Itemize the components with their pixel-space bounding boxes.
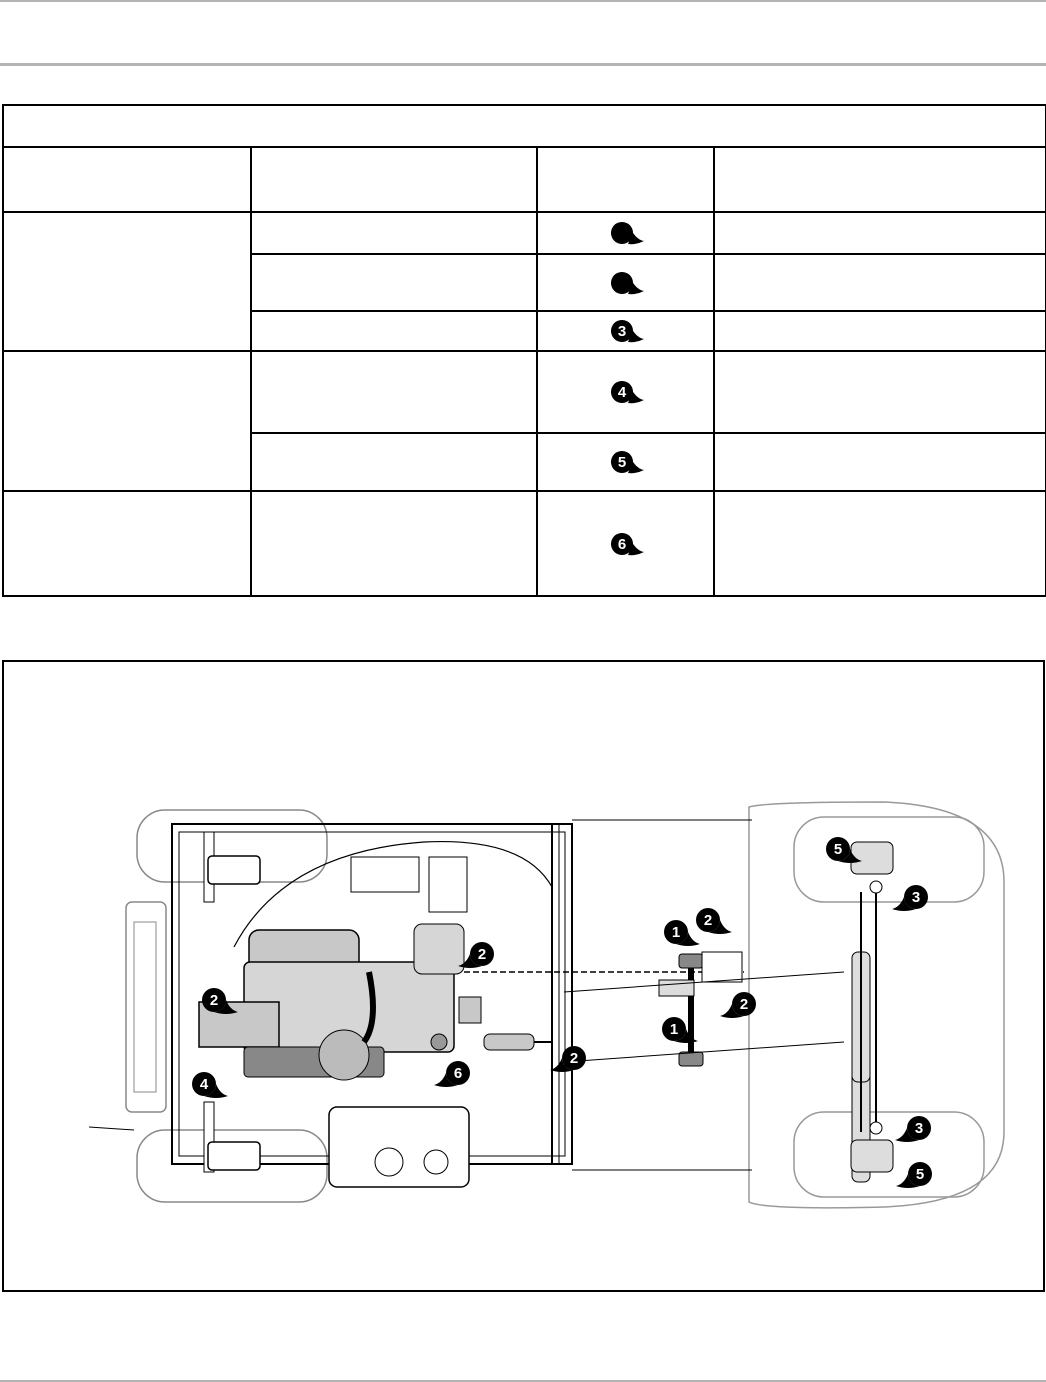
note-cell [714,491,1046,596]
item-cell [251,254,537,311]
lube-drop-icon [608,449,644,475]
item-cell [251,351,537,432]
diagram-callout-3 [696,908,732,934]
header-col-2 [251,147,537,211]
diagram-callout-10 [192,1072,228,1098]
diagram-callout-4 [664,920,700,946]
callout-number: 5 [617,454,626,472]
table-row [3,212,1046,254]
callout-number: 2 [569,1050,579,1067]
note-cell [714,311,1046,351]
battery-box [351,857,419,892]
note-cell [714,254,1046,311]
callout-cell [537,212,714,254]
callout-number: 2 [739,996,749,1013]
callout-cell [537,491,714,596]
front-left-hub [851,842,893,874]
callout-number: 6 [617,535,626,553]
chassis-diagram-frame [2,660,1045,1292]
diagram-callout-8 [550,1046,586,1072]
diagram-callout-2 [892,885,928,911]
item-cell [251,491,537,596]
chassis-lubrication-diagram [4,662,1043,1290]
callout-cell [537,254,714,311]
lube-drop-icon [608,318,644,344]
header-rule [0,63,1046,66]
callout-number: 5 [833,841,843,858]
callout-number: 2 [477,946,487,963]
front-right-hub [851,1140,893,1172]
header-col-4 [714,147,1046,211]
callout-number: 2 [209,992,219,1009]
callout-number: 3 [617,323,626,341]
note-cell [714,351,1046,432]
diagram-callout-12 [895,1116,931,1142]
callout-number: 4 [617,384,626,402]
rear-bumper [126,902,166,1112]
lubrication-table [2,104,1046,597]
callout-cell [537,351,714,432]
group-cell-2 [3,351,251,491]
top-rule [0,0,1046,2]
callout-number: 1 [669,1021,679,1038]
diagram-callout-11 [434,1061,470,1087]
note-cell [714,433,1046,491]
callout-cell [537,311,714,351]
diagram-callout-13 [896,1162,932,1188]
lube-drop-icon [608,270,644,296]
group-cell-1 [3,212,251,352]
leaf-spring-mount [679,954,703,968]
rear-left-hub [208,856,260,884]
item-cell [251,212,537,254]
lube-drop-icon [608,531,644,557]
note-cell [714,212,1046,254]
header-col-1 [3,147,251,211]
table-title [3,105,1046,147]
callout-number: 3 [911,889,921,906]
item-cell [251,433,537,491]
callout-number: 2 [703,912,713,929]
fuel-tank [329,1107,469,1187]
item-cell [251,311,537,351]
diagram-callout-5 [720,992,756,1018]
table-row [3,351,1046,432]
callout-number: 5 [915,1166,925,1183]
callout-cell [537,433,714,491]
lube-drop-icon [608,220,644,246]
table-row [3,491,1046,596]
header-col-3 [537,147,714,211]
callout-number: 4 [199,1076,209,1093]
callout-number: 6 [453,1065,463,1082]
lube-drop-icon [608,379,644,405]
group-cell-3 [3,491,251,596]
callout-number: 3 [914,1120,924,1137]
callout-number: 1 [671,924,681,941]
rear-right-hub [208,1142,260,1170]
engine-assembly [199,924,481,1080]
